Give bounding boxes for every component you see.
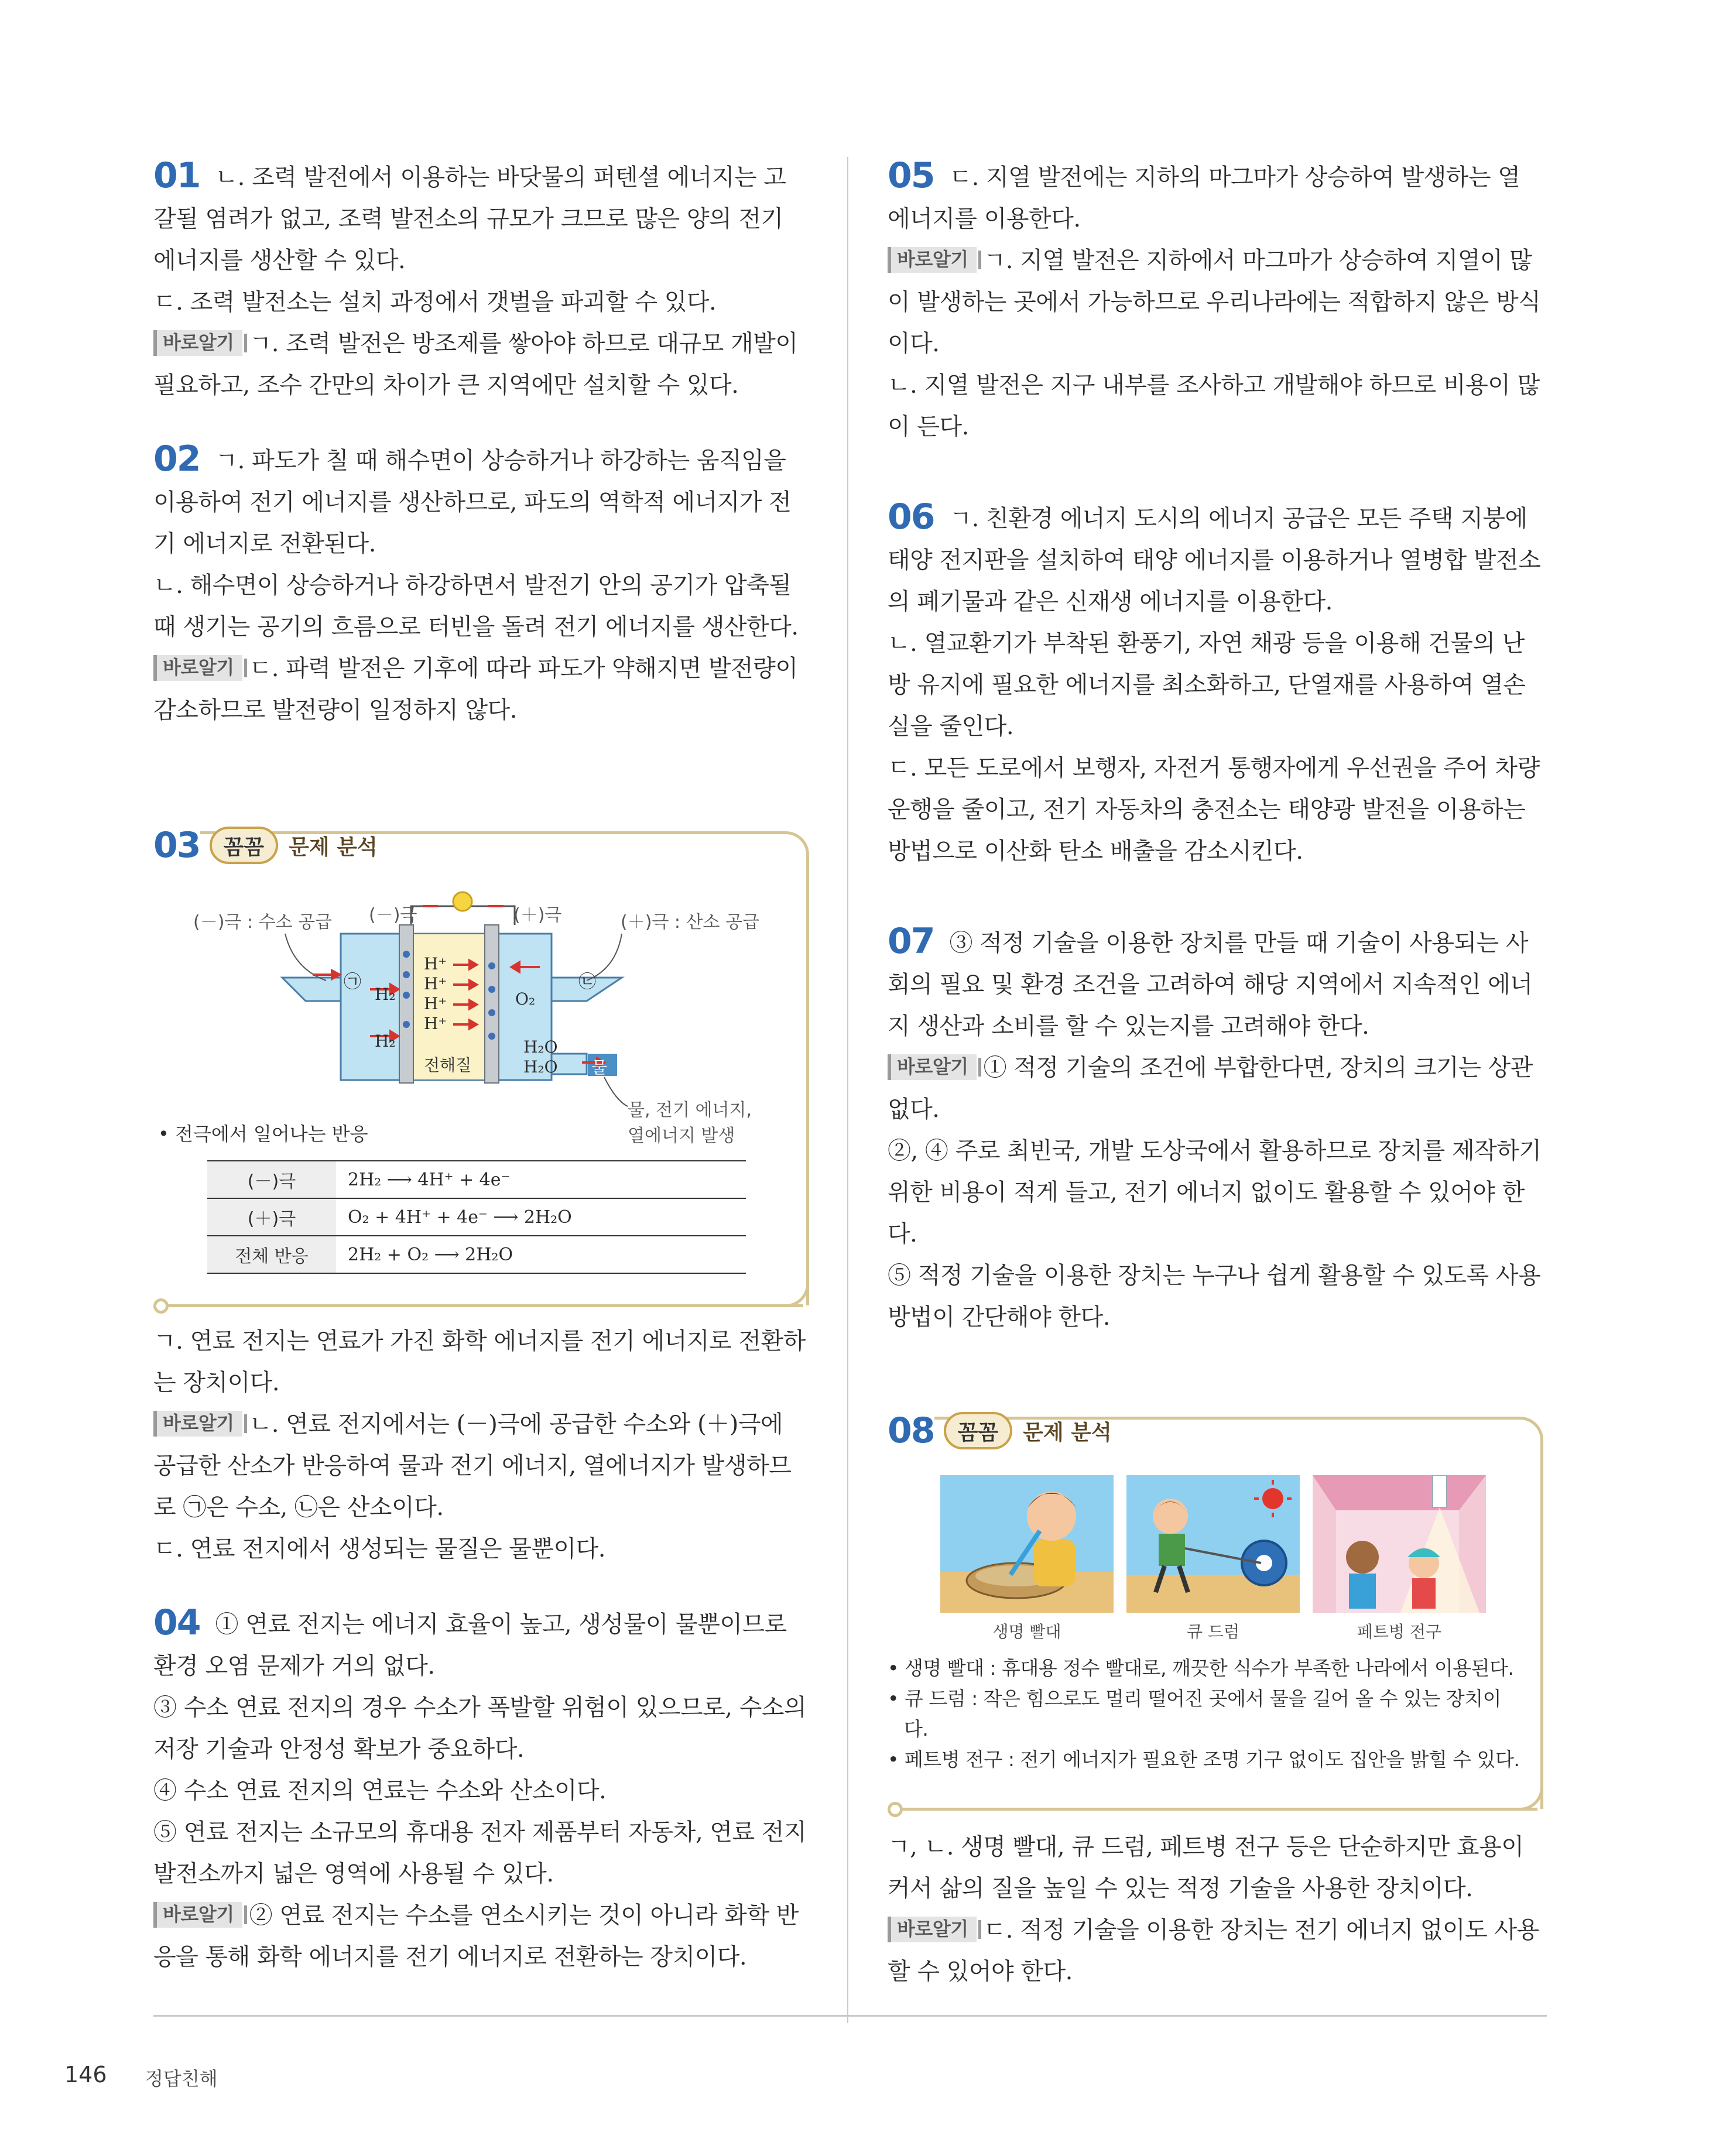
- analysis-title: 문제 분석: [289, 835, 378, 859]
- page-number: 146: [64, 2062, 107, 2088]
- question-number: 02: [153, 438, 200, 479]
- answer-text: ③ 수소 연료 전지의 경우 수소가 폭발할 위험이 있으므로, 수소의 저장 기술과 안정성 확보가 중요하다.: [153, 1694, 807, 1763]
- correction-text: ㄴ. 지열 발전은 지구 내부를 조사하고 개발해야 하므로 비용이 많이 든다.: [888, 372, 1540, 440]
- correction-text: ②, ④ 주로 최빈국, 개발 도상국에서 활용하므로 장치를 제작하기 위한 비용이 적게 들고, 전기 에너지 없이도 활용할 수 있어야 한다.: [888, 1137, 1542, 1247]
- correction-text: ㄷ. 적정 기술을 이용한 장치는 전기 에너지 없이도 사용할 수 있어야 한다.: [888, 1917, 1539, 1985]
- answer-01: [153, 157, 808, 406]
- correction-text: ② 연료 전지는 수소를 연소시키는 것이 아니라 화학 반응을 통해 화학 에너지를 전기 에너지로 전환하는 장치이다.: [153, 1902, 799, 1970]
- answer-text: ㄱ. 파도가 칠 때 해수면이 상승하거나 하강하는 움직임을 이용하여 전기 에너지를 생산하므로, 파도의 역학적 에너지가 전기 에너지로 전환된다.: [153, 447, 792, 557]
- answer-text: ㄴ. 해수면이 상승하거나 하강하면서 발전기 안의 공기가 압축될 때 생기는 공기의 흐름으로 터빈을 돌려 전기 에너지를 생산한다.: [153, 572, 799, 640]
- answer-text: ④ 수소 연료 전지의 연료는 수소와 산소이다.: [153, 1777, 607, 1804]
- correction-text: ① 적정 기술의 조건에 부합한다면, 장치의 크기는 상관 없다.: [888, 1054, 1533, 1123]
- column-divider: [847, 157, 848, 2023]
- analysis-title: 문제 분석: [1023, 1420, 1112, 1445]
- hydrogen-inlet: [282, 978, 341, 1001]
- correction-badge: 바로알기: [153, 1902, 242, 1928]
- right-column-lower: [888, 1826, 1542, 1993]
- mark-b: ㉡: [578, 972, 596, 992]
- h2o-label: H₂O: [523, 1037, 558, 1057]
- question-number: 05: [888, 155, 934, 196]
- answer-07: [888, 923, 1542, 1338]
- correction-text: ㄴ. 연료 전지에서는 (－)극에 공급한 수소와 (＋)극에 공급한 산소가 반응하여 물과 전기 에너지, 열에너지가 발생하므로 ㉠은 수소, ㉡은 산소이다.: [153, 1411, 792, 1521]
- correction-text: ㄱ. 지열 발전은 지하에서 마그마가 상승하여 지열이 많이 발생하는 곳에서 가능하므로 우리나라에는 적합하지 않은 방식이다.: [888, 247, 1541, 357]
- analysis-frame-bottom: [899, 1808, 1537, 1811]
- positive-electrode: [485, 925, 499, 1083]
- correction-badge: 바로알기: [888, 247, 977, 273]
- answer-04: [153, 1604, 808, 1978]
- question-number: 04: [153, 1602, 200, 1643]
- bulb-icon: [453, 892, 472, 911]
- reaction-label: (＋)극: [207, 1198, 336, 1236]
- answer-05: [888, 157, 1542, 448]
- correction-text: ㄱ. 조력 발전은 방조제를 쌓아야 하므로 대규모 개발이 필요하고, 조수 간만의 차이가 큰 지역에만 설치할 수 있다.: [153, 330, 798, 399]
- right-column: [888, 157, 1542, 1338]
- question-number: 08: [888, 1410, 934, 1451]
- answer-text: ㄷ. 모든 도로에서 보행자, 자전거 통행자에게 우선권을 주어 차량 운행을 줄이고, 전기 자동차의 충전소는 태양광 발전을 이용하는 방법으로 이산화 탄소 배출을 감소시킨다.: [888, 755, 1540, 865]
- answer-text: ㄷ. 조력 발전소는 설치 과정에서 갯벌을 파괴할 수 있다.: [153, 289, 717, 316]
- pet-bottle-bulb-illustration: [1313, 1475, 1486, 1613]
- mark-a: ㉠: [344, 972, 361, 992]
- answer-text: ㄱ, ㄴ. 생명 빨대, 큐 드럼, 페트병 전구 등은 단순하지만 효용이 커서 삶의 질을 높일 수 있는 적정 기술을 사용한 장치이다.: [888, 1833, 1524, 1902]
- question-number: 03: [153, 825, 200, 866]
- pos-supply-label: (＋)극 : 산소 공급: [621, 912, 760, 933]
- answer-03-analysis: [153, 825, 808, 1317]
- reaction-equation: 2H₂ ⟶ 4H⁺ + 4e⁻: [336, 1161, 746, 1198]
- reaction-title: • 전극에서 일어나는 반응: [158, 1123, 368, 1145]
- answer-text: ㄷ. 지열 발전에는 지하의 마그마가 상승하여 발생하는 열에너지를 이용한다.: [888, 164, 1520, 232]
- image-caption: 페트병 전구: [1357, 1622, 1442, 1641]
- page-label: 정답친해: [145, 2068, 218, 2090]
- h2-label: H₂: [375, 985, 396, 1004]
- o2-label: O₂: [515, 989, 536, 1009]
- analysis-header: [888, 1407, 1112, 1454]
- answer-02: [153, 440, 808, 731]
- reaction-row: [207, 1236, 746, 1273]
- kkomkkom-badge: 꼼꼼: [944, 1412, 1013, 1449]
- pos-terminal-label: (＋)극: [513, 905, 562, 926]
- answer-text: ① 연료 전지는 에너지 효율이 높고, 생성물이 물뿐이므로 환경 오염 문제가 거의 없다.: [153, 1611, 787, 1679]
- answer-text: ⑤ 연료 전지는 소규모의 휴대용 전자 제품부터 자동차, 연료 전지 발전소까지 넓은 영역에 사용될 수 있다.: [153, 1819, 807, 1887]
- image-caption: 큐 드럼: [1186, 1622, 1240, 1641]
- q-drum-illustration: [1126, 1475, 1300, 1613]
- correction-badge: 바로알기: [153, 330, 242, 356]
- reaction-equation: 2H₂ + O₂ ⟶ 2H₂O: [336, 1236, 746, 1273]
- reaction-label: 전체 반응: [207, 1236, 336, 1273]
- output-label: 물, 전기 에너지, 열에너지 발생: [628, 1100, 752, 1146]
- hplus-label: H⁺: [424, 974, 447, 993]
- question-number: 07: [888, 921, 934, 962]
- analysis-end-dot: [153, 1298, 169, 1314]
- answer-text: ㄴ. 조력 발전에서 이용하는 바닷물의 퍼텐셜 에너지는 고갈될 염려가 없고, 조력 발전소의 규모가 크므로 많은 양의 전기 에너지를 생산할 수 있다.: [153, 164, 786, 274]
- question-number: 06: [888, 496, 934, 537]
- h2o-label: H₂O: [523, 1057, 558, 1077]
- image-caption: 생명 빨대: [992, 1622, 1061, 1641]
- correction-badge: 바로알기: [888, 1054, 977, 1080]
- negative-electrode: [399, 925, 413, 1083]
- question-number: 01: [153, 155, 200, 196]
- reaction-label: (－)극: [207, 1161, 336, 1198]
- correction-badge: 바로알기: [888, 1917, 977, 1942]
- kkomkkom-badge: 꼼꼼: [210, 827, 279, 864]
- water-label: 물: [591, 1058, 608, 1077]
- analysis-bullets: [888, 1653, 1520, 1775]
- left-column: [153, 157, 808, 731]
- analysis-frame-bottom: [165, 1304, 803, 1307]
- answer-text: ③ 적정 기술을 이용한 장치를 만들 때 기술이 사용되는 사회의 필요 및 환경 조건을 고려하여 해당 지역에서 지속적인 에너지 생산과 소비를 할 수 있는지를 고려해야 한다.: [888, 930, 1533, 1040]
- analysis-end-dot: [888, 1802, 903, 1817]
- answer-08-analysis: [888, 1410, 1542, 1821]
- neg-terminal-label: (－)극: [369, 905, 417, 926]
- answer-text: ㄷ. 연료 전지에서 생성되는 물질은 물뿐이다.: [153, 1535, 606, 1562]
- reaction-row: [207, 1161, 746, 1198]
- reaction-row: [207, 1198, 746, 1236]
- answer-text: ㄱ. 친환경 에너지 도시의 에너지 공급은 모든 주택 지붕에 태양 전지판을 설치하여 태양 에너지를 이용하거나 열병합 발전소의 폐기물과 같은 신재생 에너지를 이용한다.: [888, 505, 1541, 615]
- hplus-label: H⁺: [424, 1014, 447, 1033]
- reaction-equation: O₂ + 4H⁺ + 4e⁻ ⟶ 2H₂O: [336, 1198, 746, 1236]
- hplus-label: H⁺: [424, 954, 447, 974]
- correction-badge: 바로알기: [153, 1411, 242, 1437]
- correction-text: ㄷ. 파력 발전은 기후에 따라 파도가 약해지면 발전량이 감소하므로 발전량이 일정하지 않다.: [153, 655, 798, 724]
- answer-text: ㄴ. 열교환기가 부착된 환풍기, 자연 채광 등을 이용해 건물의 난방 유지에 필요한 에너지를 최소화하고, 단열재를 사용하여 열손실을 줄인다.: [888, 630, 1526, 740]
- electrolyte-label: 전해질: [424, 1055, 472, 1075]
- footer-rule: [153, 2015, 1547, 2017]
- reaction-table: [207, 1160, 746, 1274]
- hplus-label: H⁺: [424, 994, 447, 1013]
- correction-badge: 바로알기: [153, 655, 242, 681]
- correction-text: ⑤ 적정 기술을 이용한 장치는 누구나 쉽게 활용할 수 있도록 사용 방법이 간단해야 한다.: [888, 1262, 1541, 1331]
- analysis-bullet: • 큐 드럼 : 작은 힘으로도 멀리 떨어진 곳에서 물을 길어 올 수 있는 장치이다.: [888, 1687, 1502, 1740]
- analysis-bullet: • 생명 빨대 : 휴대용 정수 빨대로, 깨끗한 식수가 부족한 나라에서 이용된다.: [888, 1657, 1514, 1679]
- answer-text: ㄱ. 연료 전지는 연료가 가진 화학 에너지를 전기 에너지로 전환하는 장치이다.: [153, 1328, 806, 1396]
- answer-06: [888, 498, 1542, 872]
- lifestraw-illustration: [940, 1475, 1114, 1613]
- left-column-lower: [153, 1321, 808, 1978]
- answer-08: [888, 1826, 1542, 1993]
- neg-supply-label: (－)극 : 수소 공급: [193, 912, 333, 933]
- h2-label: H₂: [375, 1031, 396, 1051]
- analysis-bullet: • 페트병 전구 : 전기 에너지가 필요한 조명 기구 없이도 집안을 밝힐 수 있다.: [888, 1748, 1520, 1771]
- output-pointer: [604, 1077, 628, 1106]
- answer-03: [153, 1321, 808, 1570]
